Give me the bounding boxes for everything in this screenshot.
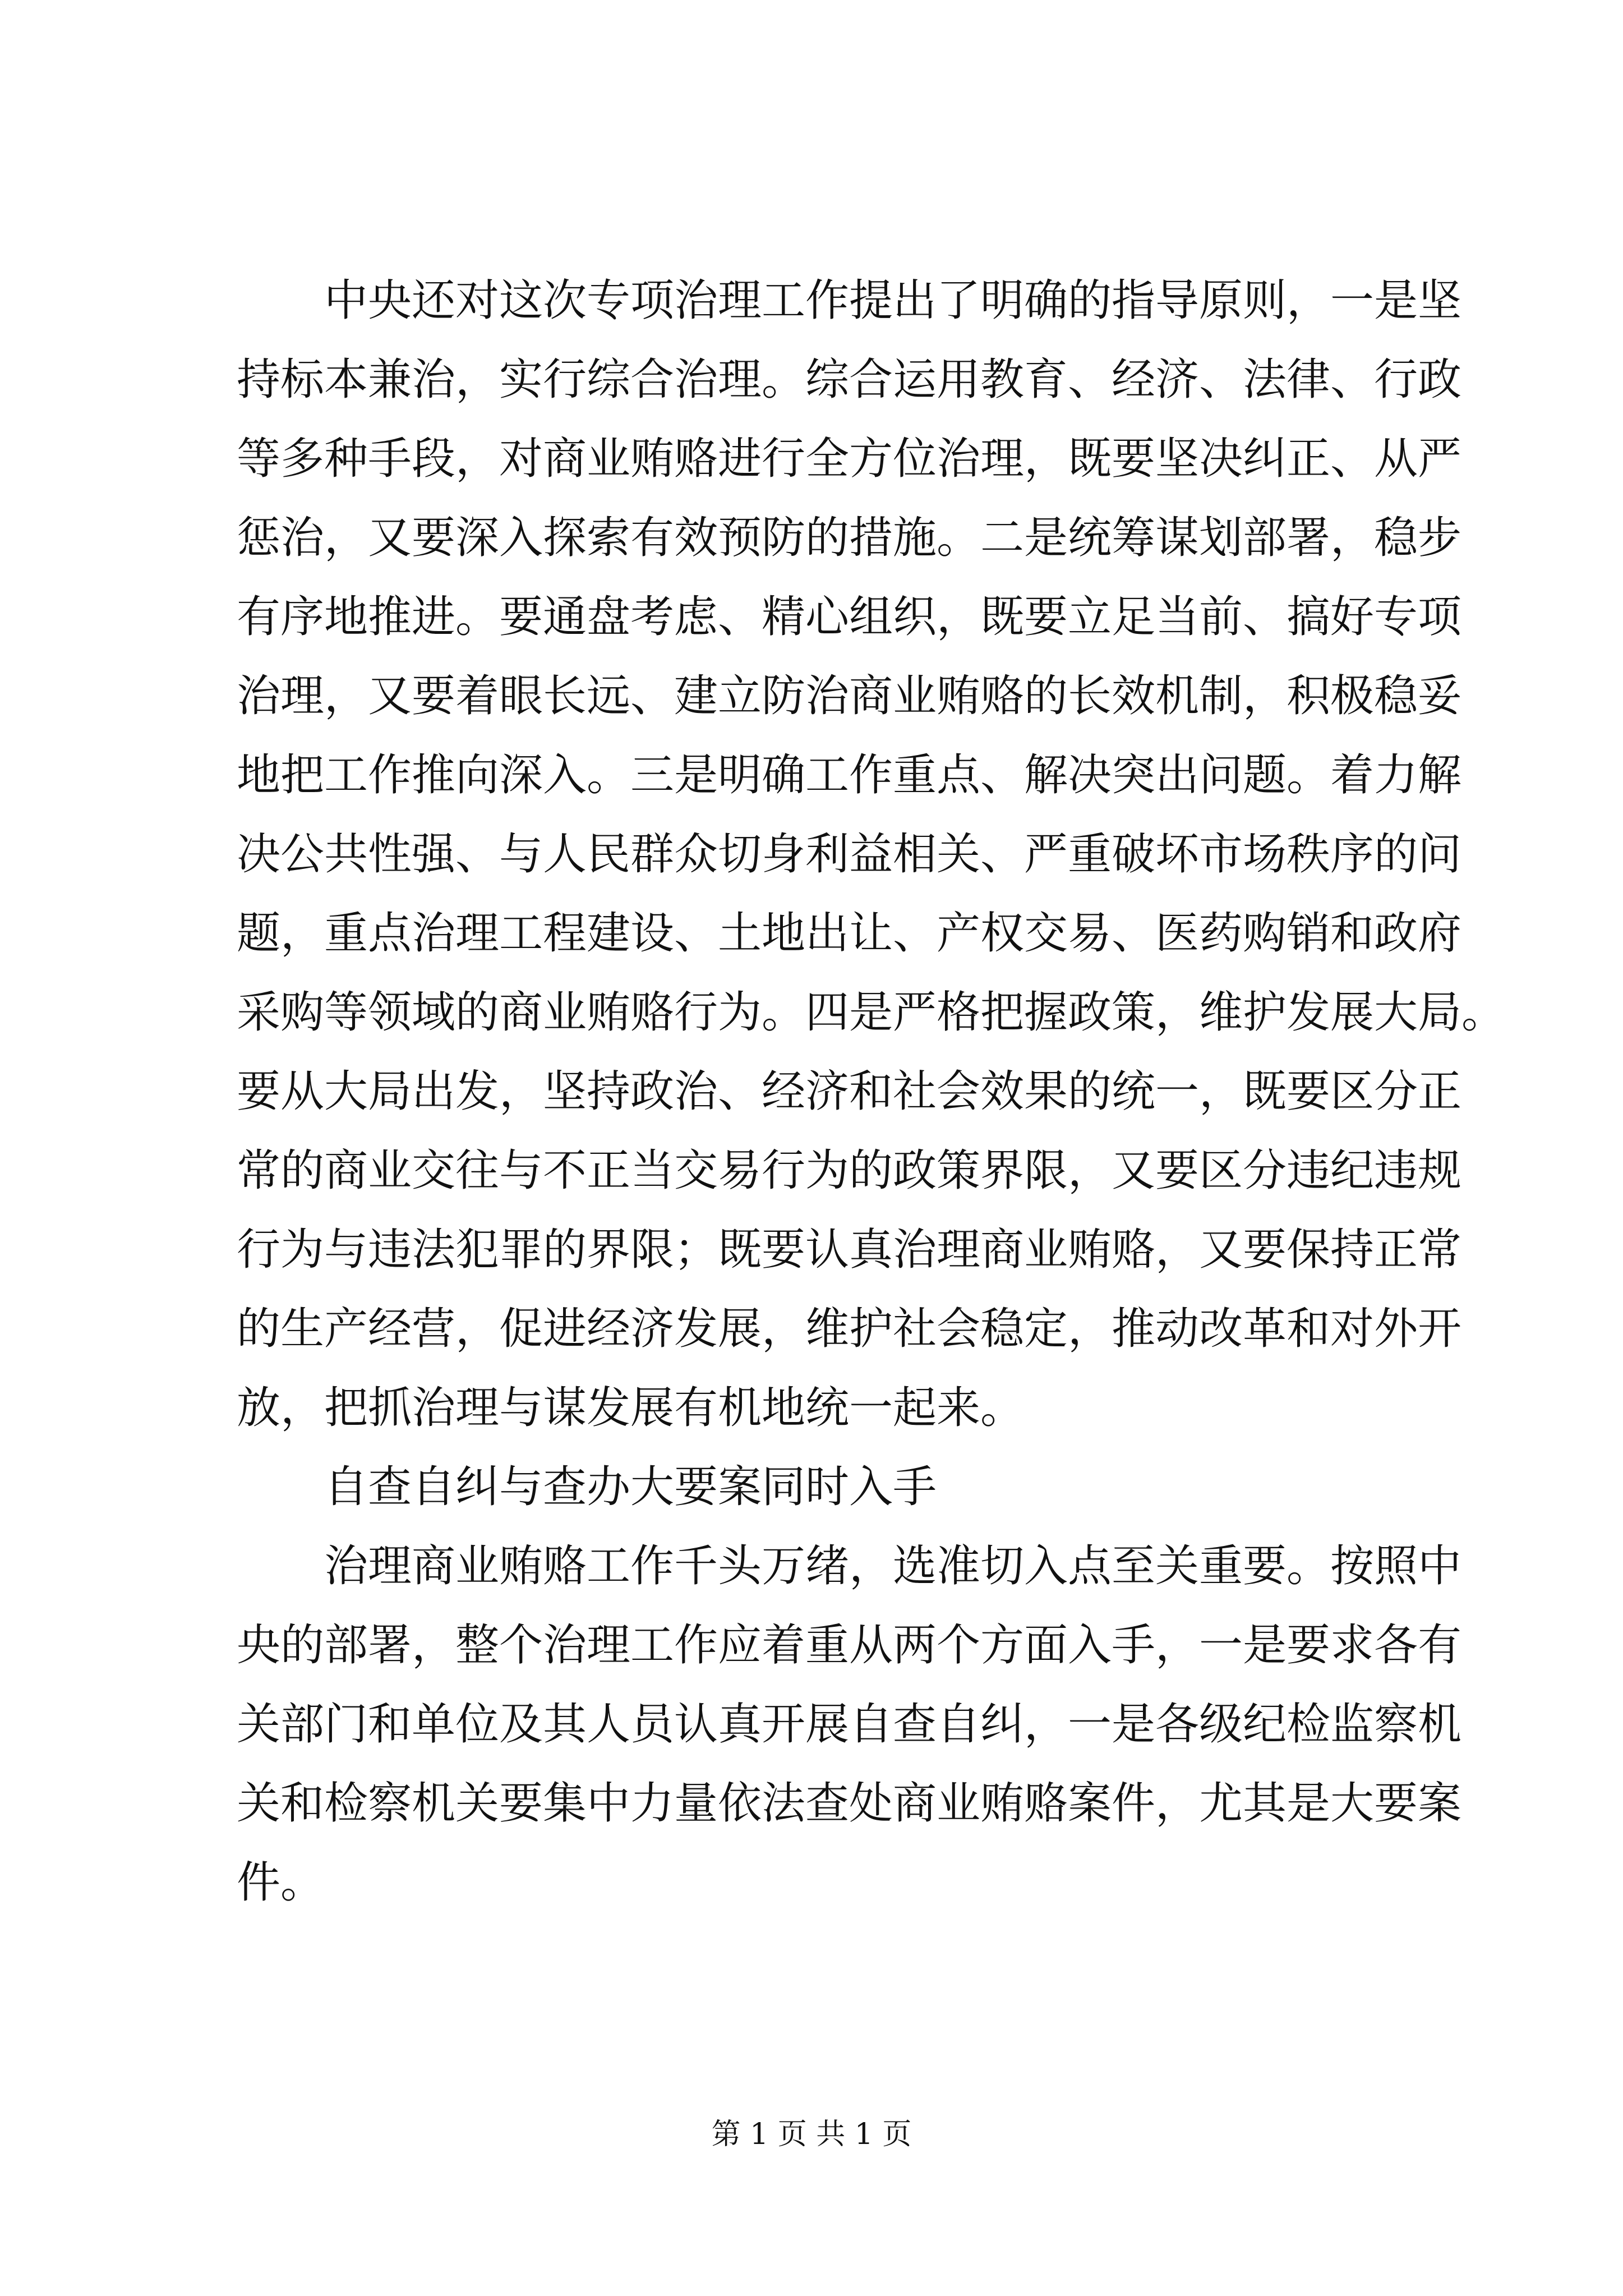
paragraph-1-line: 中央还对这次专项治理工作提出了明确的指导原则，一是坚 bbox=[324, 275, 1462, 326]
paragraph-1-line: 惩治，又要深入探索有效预防的措施。二是统筹谋划部署，稳步 bbox=[237, 513, 1462, 563]
paragraph-1-line: 采购等领域的商业贿赂行为。四是严格把握政策，维护发展大局。 bbox=[237, 987, 1506, 1038]
paragraph-3-line: 件。 bbox=[237, 1857, 325, 1908]
paragraph-1-line: 要从大局出发，坚持政治、经济和社会效果的统一，既要区分正 bbox=[237, 1066, 1462, 1117]
paragraph-1-line: 行为与违法犯罪的界限；既要认真治理商业贿赂，又要保持正常 bbox=[237, 1225, 1462, 1275]
paragraph-1-line: 治理，又要着眼长远、建立防治商业贿赂的长效机制，积极稳妥 bbox=[237, 671, 1462, 721]
paragraph-3-line: 央的部署，整个治理工作应着重从两个方面入手，一是要求各有 bbox=[237, 1620, 1462, 1671]
paragraph-1-line: 的生产经营，促进经济发展，维护社会稳定，推动改革和对外开 bbox=[237, 1304, 1462, 1354]
paragraph-1-line: 常的商业交往与不正当交易行为的政策界限，又要区分违纪违规 bbox=[237, 1145, 1462, 1196]
paragraph-1-line: 等多种手段，对商业贿赂进行全方位治理，既要坚决纠正、从严 bbox=[237, 434, 1462, 484]
paragraph-1-line: 题，重点治理工程建设、土地出让、产权交易、医药购销和政府 bbox=[237, 908, 1462, 959]
page-number-footer: 第 1 页 共 1 页 bbox=[711, 2118, 912, 2151]
paragraph-3-line: 关部门和单位及其人员认真开展自查自纠，一是各级纪检监察机 bbox=[237, 1699, 1462, 1750]
section-heading: 自查自纠与查办大要案同时入手 bbox=[324, 1462, 937, 1512]
paragraph-1-line: 地把工作推向深入。三是明确工作重点、解决突出问题。着力解 bbox=[237, 750, 1462, 800]
paragraph-3-line: 治理商业贿赂工作千头万绪，选准切入点至关重要。按照中 bbox=[324, 1541, 1462, 1591]
paragraph-3-line: 关和检察机关要集中力量依法查处商业贿赂案件，尤其是大要案 bbox=[237, 1778, 1462, 1829]
paragraph-1-line: 放，把抓治理与谋发展有机地统一起来。 bbox=[237, 1383, 1025, 1433]
paragraph-1-line: 决公共性强、与人民群众切身利益相关、严重破坏市场秩序的问 bbox=[237, 829, 1462, 880]
paragraph-1-line: 有序地推进。要通盘考虑、精心组织，既要立足当前、搞好专项 bbox=[237, 592, 1462, 642]
paragraph-1-line: 持标本兼治，实行综合治理。综合运用教育、经济、法律、行政 bbox=[237, 355, 1462, 405]
document-body bbox=[237, 261, 1506, 1922]
